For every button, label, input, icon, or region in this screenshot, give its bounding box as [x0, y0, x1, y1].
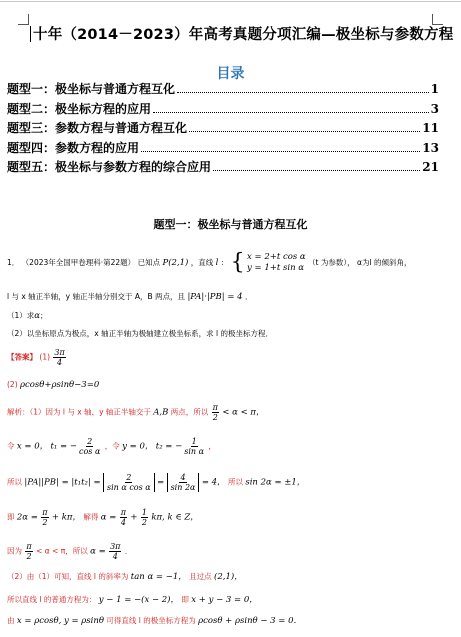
- sol3-c: =: [157, 477, 165, 488]
- q1-var: α: [34, 311, 41, 321]
- q1-text: （1）求: [7, 311, 35, 320]
- answer-2-eq: ρcosθ+ρsinθ−3=0: [20, 380, 100, 390]
- text-cursor: [30, 26, 31, 42]
- margin-corner-mark-left: [18, 14, 29, 25]
- q1-end: ；: [40, 311, 48, 320]
- question-1: [7, 312, 48, 321]
- sol2-b: x = 0，: [16, 441, 49, 452]
- answer-1-fraction: [53, 348, 65, 367]
- colon: ：: [220, 258, 229, 267]
- sol1-d: < α < π，: [222, 407, 265, 418]
- sol5-c: α =: [90, 546, 106, 557]
- sol1-c: 两点，所以: [170, 407, 209, 417]
- toc-page-number: 1: [430, 82, 439, 96]
- sol3-d: = 4，: [201, 477, 226, 488]
- answer-1-label: (1): [39, 352, 51, 362]
- page-top-rule: [0, 1, 461, 2]
- toc-item-4[interactable]: [7, 139, 439, 159]
- solution-line-8: [7, 617, 302, 626]
- solution-line-2: [7, 437, 216, 456]
- sol1-fraction: [212, 403, 219, 422]
- sol4-num3: 1: [141, 508, 147, 517]
- sol6-c: 且过点: [189, 572, 212, 581]
- alpha-note: α为l 的倾斜角，: [357, 258, 412, 267]
- sol2-num2: 1: [191, 437, 197, 446]
- sol3-f: sin 2α = ±1，: [245, 477, 306, 488]
- sol5-num2: 3π: [110, 542, 121, 551]
- sol7-b: y − 1 = −(x − 2)，: [98, 595, 179, 605]
- sol2-den1: cos α: [79, 447, 101, 457]
- sol4-num: π: [42, 508, 48, 517]
- toc-leader: [177, 92, 429, 93]
- toc-leader: [141, 151, 420, 152]
- sol5-a: 因为: [7, 546, 22, 556]
- sol1-b: A,B: [153, 407, 169, 418]
- sol3-den1: sin α cos α: [107, 483, 151, 493]
- line-word: ，直线: [190, 258, 214, 267]
- solution-line-3: [7, 473, 305, 492]
- sol2-den2: sin α: [184, 447, 205, 457]
- sol5-num: π: [26, 542, 32, 551]
- toc-page-number: 13: [422, 140, 439, 155]
- sol3-fraction-1: [106, 473, 152, 492]
- toc-item-5[interactable]: [7, 158, 439, 178]
- sol2-g: ，: [208, 441, 216, 451]
- toc-item-label: 题型一：极坐标与普通方程互化: [7, 82, 176, 96]
- sol1-num: π: [212, 403, 218, 412]
- sol3-den2: sin 2α: [170, 483, 196, 493]
- sol2-num1: 2: [87, 437, 93, 446]
- toc-item-label: 题型五：极坐标与参数方程的综合应用: [7, 160, 212, 174]
- sol5-den2: 4: [112, 552, 118, 562]
- question-2: （2）以坐标原点为极点，x 轴正半轴为极轴建立极坐标系，求 l 的极坐标方程．: [7, 329, 273, 338]
- answer-line-1: [7, 348, 67, 367]
- toc-page-number: 21: [422, 160, 439, 174]
- sol7-c: 即: [181, 595, 189, 604]
- sol4-a: 即: [7, 512, 15, 522]
- answer-1-num: 3π: [54, 348, 65, 357]
- sol8-c: 可得直线 l 的极坐标方程为: [106, 616, 196, 625]
- sol8-a: 由: [7, 616, 15, 625]
- system-brace: {: [230, 250, 245, 275]
- sol4-fraction-3: [141, 508, 148, 527]
- document-title-text: 十年（2014－2023）年高考真题分项汇编—极坐标与参数方程: [33, 27, 454, 43]
- solution-line-5: [7, 542, 132, 561]
- answer-1-den: 4: [57, 358, 63, 368]
- sol2-f: t₂ = −: [155, 441, 183, 452]
- sol3-num2: 4: [180, 473, 186, 482]
- sol5-d: ．: [124, 546, 133, 556]
- sol1-den: 2: [212, 413, 218, 423]
- sol2-d: ，令: [104, 441, 120, 451]
- sol6-d: (2,1)，: [214, 572, 243, 582]
- sol4-num2: π: [120, 508, 126, 517]
- sol7-a: 所以直线 l 的普通方程为：: [7, 595, 97, 604]
- sol3-e: 所以: [227, 477, 243, 487]
- sol5-fraction-2: [109, 542, 121, 561]
- sol7-d: x + y − 3 = 0，: [191, 595, 258, 605]
- sol2-a: 令: [7, 441, 15, 451]
- problem-line-1: [7, 252, 411, 274]
- toc-item-label: 题型二：极坐标方程的应用: [7, 101, 152, 116]
- sol6-a: （2）由（1）可知，直线 l 的斜率为: [7, 572, 129, 581]
- param-x: x = 2+t cos α: [247, 252, 306, 263]
- line2-text: l 与 x 轴正半轴，y 轴正半轴分别交于 A，B 两点，且: [7, 292, 186, 301]
- toc-page-number: 3: [430, 101, 439, 116]
- sol5-fraction-1: [25, 542, 32, 561]
- line-var: l: [215, 258, 219, 268]
- solution-line-6: [7, 573, 243, 582]
- toc-leader: [189, 131, 420, 132]
- document-title: [30, 23, 454, 44]
- sol4-den3: 2: [141, 518, 147, 528]
- section-title: 题型一：极坐标与普通方程互化: [153, 218, 308, 231]
- param-system: [247, 252, 306, 273]
- toc-leader: [153, 112, 429, 113]
- toc-item-label: 题型三：参数方程与普通方程互化: [7, 121, 188, 135]
- sol3-abs-2: [167, 473, 200, 492]
- toc-item-label: 题型四：参数方程的应用: [7, 140, 140, 155]
- toc-leader: [213, 170, 420, 171]
- sol4-fraction-1: [41, 508, 48, 527]
- problem-line-2: [7, 293, 252, 302]
- sol6-b: tan α = −1，: [130, 572, 187, 582]
- param-note: （t 为参数），: [308, 258, 355, 267]
- sol3-b: |PA||PB| = |t₁t₂| =: [24, 477, 101, 488]
- toc-item-3[interactable]: [7, 119, 439, 139]
- sol4-den2: 4: [120, 518, 126, 528]
- sol4-g: kπ, k ∈ Z，: [151, 512, 199, 523]
- sol4-e: α =: [100, 512, 117, 523]
- toc-item-2[interactable]: [7, 100, 439, 120]
- sol4-c: + kπ，: [51, 512, 81, 523]
- problem-source: （2023年全国甲卷理科·第22题）: [21, 258, 136, 267]
- sol4-f: +: [130, 512, 138, 523]
- sol8-d: ρcosθ + ρsinθ − 3 = 0．: [198, 616, 303, 626]
- sol2-c: t₁ = −: [50, 441, 77, 452]
- sol3-abs-1: [103, 473, 155, 492]
- sol3-a: 所以: [7, 477, 22, 487]
- solution-line-1: [7, 403, 265, 422]
- sol2-fraction-2: [183, 437, 205, 456]
- sol1-a: 解析：（1）因为 l 与 x 轴，y 轴正半轴交于: [7, 407, 151, 417]
- sol2-e: y = 0，: [122, 441, 154, 452]
- sol4-fraction-2: [120, 508, 127, 527]
- sol5-den: 2: [26, 552, 32, 562]
- sol4-d: 解得: [83, 512, 99, 522]
- sol2-fraction-1: [78, 437, 101, 456]
- solution-line-7: [7, 596, 258, 605]
- line2-eq: |PA|·|PB| = 4: [187, 292, 243, 302]
- solution-line-4: [7, 508, 199, 527]
- sol4-den: 2: [42, 518, 48, 528]
- sol5-b: < α < π，所以: [36, 546, 88, 556]
- toc-item-1[interactable]: [7, 80, 439, 100]
- line2-end: ．: [244, 292, 253, 301]
- toc-page-number: 11: [422, 121, 439, 135]
- answer-line-2: [7, 381, 99, 390]
- problem-number: 1．: [7, 258, 20, 267]
- problem-intro: 已知点: [137, 258, 161, 267]
- sol4-b: 2α =: [16, 512, 38, 523]
- answer-tag: 【答案】: [7, 352, 37, 362]
- answer-2-label: (2): [7, 380, 18, 389]
- point-p: P(2,1): [162, 258, 189, 268]
- toc-heading: 目录: [216, 66, 245, 82]
- sol3-num1: 2: [126, 473, 132, 482]
- sol3-fraction-2: [170, 473, 197, 492]
- table-of-contents: [7, 80, 439, 178]
- sol8-b: x = ρcosθ, y = ρsinθ: [16, 616, 104, 626]
- param-y: y = 1+t sin α: [247, 263, 304, 273]
